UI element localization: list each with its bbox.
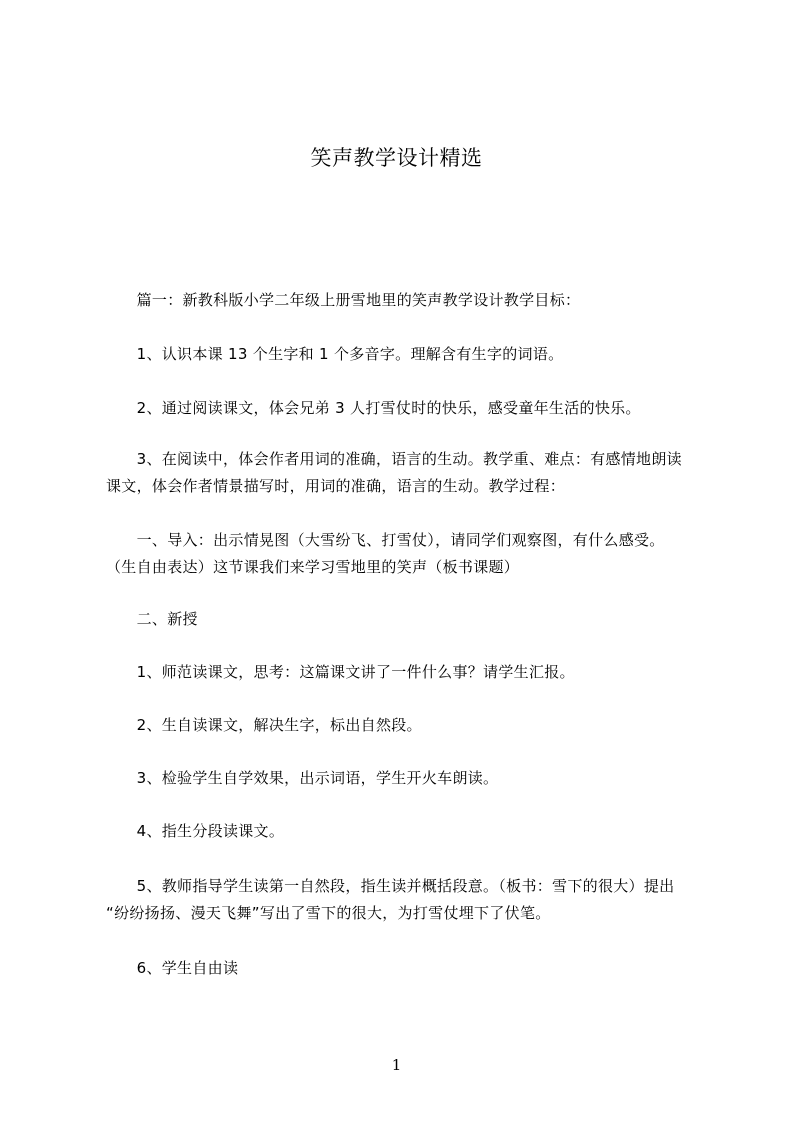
paragraph-line: 4、指生分段读课文。 (106, 822, 285, 840)
paragraph-7 (106, 659, 706, 686)
paragraph-3 (106, 395, 706, 422)
paragraph-line: 3、在阅读中，体会作者用词的准确，语言的生动。教学重、难点：有感情地朗读 (106, 450, 682, 468)
paragraph-9 (106, 765, 706, 792)
paragraph-4 (106, 446, 706, 500)
paragraph-line: 6、学生自由读 (106, 959, 239, 977)
paragraph-5 (106, 527, 706, 581)
document-title: 笑声教学设计精选 (310, 146, 483, 170)
paragraph-line: 篇一：新教科版小学二年级上册雪地里的笑声教学设计教学目标： (106, 291, 581, 309)
paragraph-12 (106, 955, 706, 982)
paragraph-line: 1、师范读课文，思考：这篇课文讲了一件什么事？请学生汇报。 (106, 663, 575, 681)
paragraph-line: 5、教师指导学生读第一自然段，指生读并概括段意。（板书：雪下的很大）提出 (106, 877, 675, 895)
paragraph-6 (106, 606, 706, 633)
paragraph-line: 2、通过阅读课文，体会兄弟 3 人打雪仗时的快乐，感受童年生活的快乐。 (106, 399, 641, 417)
paragraph-11 (106, 873, 706, 927)
paragraph-line: 一、导入：出示情晃图（大雪纷飞、打雪仗），请同学们观察图，有什么感受。 (106, 531, 665, 549)
page-number: 1 (391, 1056, 402, 1074)
paragraph-line: 3、检验学生自学效果，出示词语，学生开火车朗读。 (106, 769, 499, 787)
paragraph-line: “纷纷扬扬、漫天飞舞”写出了雪下的很大，为打雪仗埋下了伏笔。 (106, 904, 551, 922)
paragraph-1 (106, 287, 706, 314)
paragraph-line: （生自由表达）这节课我们来学习雪地里的笑声（板书课题） (106, 558, 520, 576)
paragraph-8 (106, 712, 706, 739)
paragraph-line: 1、认识本课 13 个生字和 1 个多音字。理解含有生字的词语。 (106, 345, 564, 363)
paragraph-2 (106, 341, 706, 368)
paragraph-line: 课文，体会作者情景描写时，用词的准确，语言的生动。教学过程： (106, 477, 566, 495)
paragraph-10 (106, 818, 706, 845)
paragraph-line: 2、生自读课文，解决生字，标出自然段。 (106, 716, 422, 734)
paragraph-line: 二、新授 (106, 610, 198, 628)
